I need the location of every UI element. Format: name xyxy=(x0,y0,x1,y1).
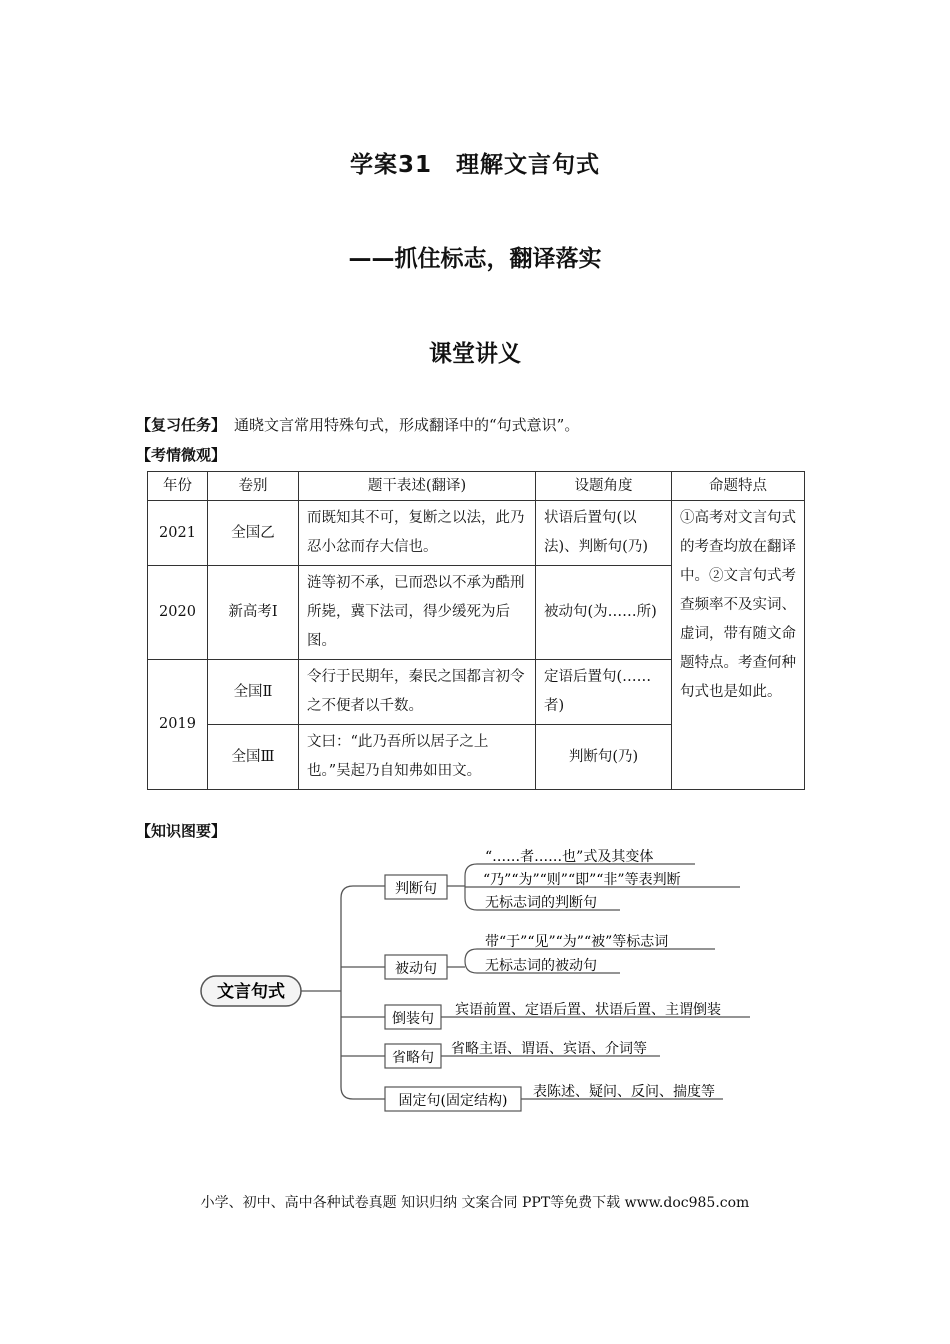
branch-label: 被动句 xyxy=(395,961,437,977)
paper-cell: 全国乙 xyxy=(208,501,299,566)
header-feature: 命题特点 xyxy=(672,472,805,501)
knowledge-mindmap xyxy=(195,845,755,1120)
leaf-text: 省略主语、谓语、宾语、介词等 xyxy=(451,1041,647,1057)
review-task xyxy=(136,414,579,435)
page-footer: 小学、初中、高中各种试卷真题 知识归纳 文案合同 PPT等免费下载 www.doc985.com xyxy=(200,1195,750,1211)
header-year: 年份 xyxy=(148,472,208,501)
root-label: 文言句式 xyxy=(217,982,285,1002)
leaf-text: 带“于”“见”“为”“被”等标志词 xyxy=(485,934,669,950)
angle-cell: 定语后置句(……者) xyxy=(536,660,672,725)
table-row xyxy=(148,501,805,566)
kaoqing-label: 【考情微观】 xyxy=(136,446,227,464)
text-cell: 而既知其不可，复断之以法，此乃忍小忿而存大信也。 xyxy=(299,501,536,566)
leaf-text: “乃”“为”“则”“即”“非”等表判断 xyxy=(483,872,681,888)
page-title: 学案31 理解文言句式 xyxy=(349,152,600,178)
paper-cell: 全国Ⅱ xyxy=(208,660,299,725)
review-text: 通晓文言常用特殊句式，形成翻译中的“句式意识”。 xyxy=(234,416,580,434)
leaf-text: 宾语前置、定语后置、状语后置、主谓倒装 xyxy=(455,1002,721,1018)
leaf-text: “……者……也”式及其变体 xyxy=(485,849,654,865)
year-cell: 2021 xyxy=(148,501,208,566)
page-subtitle: ——抓住标志，翻译落实 xyxy=(348,246,602,272)
paper-cell: 新高考Ⅰ xyxy=(208,566,299,660)
leaf-text: 表陈述、疑问、反问、揣度等 xyxy=(533,1084,715,1100)
angle-cell: 判断句(乃) xyxy=(536,725,672,790)
branch-label: 省略句 xyxy=(392,1050,434,1066)
leaf-text: 无标志词的判断句 xyxy=(485,895,597,911)
header-text: 题干表述(翻译) xyxy=(299,472,536,501)
zhishi-label: 【知识图要】 xyxy=(136,822,227,840)
header-angle: 设题角度 xyxy=(536,472,672,501)
exam-table xyxy=(147,471,805,790)
feature-cell: ①高考对文言句式的考查均放在翻译中。②文言句式考查频率不及实词、虚词，带有随文命题特点。考查何种句式也是如此。 xyxy=(672,501,805,790)
header-paper: 卷别 xyxy=(208,472,299,501)
text-cell: 文曰：“此乃吾所以居子之上也。”吴起乃自知弗如田文。 xyxy=(299,725,536,790)
paper-cell: 全国Ⅲ xyxy=(208,725,299,790)
table-header-row xyxy=(148,472,805,501)
year-cell: 2020 xyxy=(148,566,208,660)
year-cell: 2019 xyxy=(148,660,208,790)
section-title: 课堂讲义 xyxy=(429,341,521,367)
text-cell: 涟等初不承，已而恐以不承为酷刑所毙，冀下法司，得少缓死为后图。 xyxy=(299,566,536,660)
review-label: 【复习任务】 xyxy=(136,416,227,434)
branch-label: 固定句(固定结构) xyxy=(398,1093,508,1109)
angle-cell: 状语后置句(以法)、判断句(乃) xyxy=(536,501,672,566)
leaf-text: 无标志词的被动句 xyxy=(485,958,597,974)
branch-label: 判断句 xyxy=(395,881,437,897)
branch-label: 倒装句 xyxy=(392,1011,434,1027)
text-cell: 令行于民期年，秦民之国都言初令之不便者以千数。 xyxy=(299,660,536,725)
angle-cell: 被动句(为……所) xyxy=(536,566,672,660)
